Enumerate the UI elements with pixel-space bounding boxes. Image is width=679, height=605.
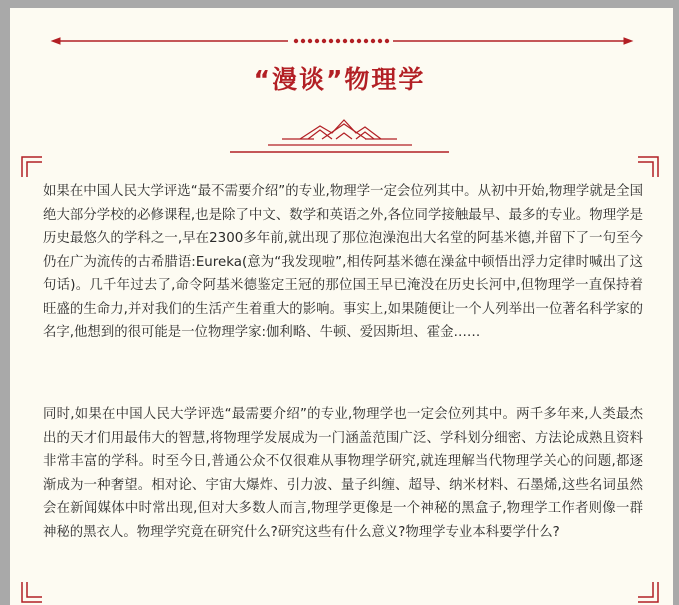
mountain-ornament: [0, 0, 679, 160]
corner-top-left-icon: [20, 155, 44, 179]
paragraph-2: 同时,如果在中国人民大学评选“最需要介绍”的专业,物理学也一定会位列其中。两千多年来,人类最杰出的天才们用最伟大的智慧,将物理学发展成为一门涵盖范围广泛、学科划分细密、方法论成熟且资料非常丰富的学科。时至今日,普通公众不仅很难从事物理学研究,就连理解当代物理学关心的问题,都逐渐成为一种奢望。相对论、宇宙大爆炸、引力波、量子纠缠、超导、纳米材料、石墨烯,这些名词虽然会在新闻媒体中时常出现,但对大多数人而言,物理学更像是一个神秘的黑盒子,物理学工作者则像一群神秘的黑衣人。物理学究竟在研究什么?研究这些有什么意义?物理学专业本科要学什么?: [43, 407, 643, 540]
corner-bottom-left-icon: [20, 580, 44, 604]
corner-bottom-right-icon: [636, 580, 660, 604]
corner-top-right-icon: [636, 155, 660, 179]
page-title: “漫谈”物理学: [253, 65, 426, 94]
paragraph-1: 如果在中国人民大学评选“最不需要介绍”的专业,物理学一定会位列其中。从初中开始,物理学就是全国绝大部分学校的必修课程,也是除了中文、数学和英语之外,各位同学接触最早、最多的专业。物理学是历史最悠久的学科之一,早在2300多年前,就出现了那位泡澡泡出大名堂的阿基米德,并留下了一句至今仍在广为流传的古希腊语:Eureka(意为“我发现啦”,相传阿基米德在澡盆中顿悟出浮力定律时喊出了这句话)。几千年过去了,命令阿基米德鉴定王冠的那位国王早已淹没在历史长河中,但物理学一直保持着旺盛的生命力,并对我们的生活产生着重大的影响。事实上,如果随便让一个人列举出一位著名科学家的名字,他想到的很可能是一位物理学家:伽利略、牛顿、爱因斯坦、霍金……: [43, 184, 643, 340]
